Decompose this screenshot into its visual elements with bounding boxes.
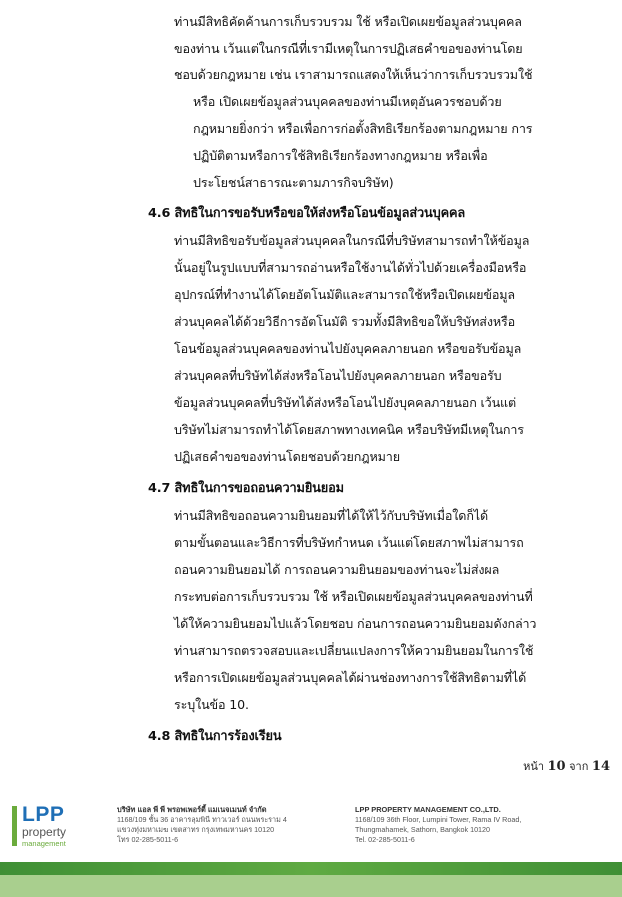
- address-line: 1168/109 ชั้น 36 อาคารลุมพินี ทาวเวอร์ ถนนพระราม 4: [117, 815, 287, 824]
- section-heading-4-7: 4.7 สิทธิในการขอถอนความยินยอม: [148, 481, 344, 496]
- company-name-english: LPP PROPERTY MANAGEMENT CO.,LTD.: [355, 805, 501, 814]
- logo-main-text: LPP: [22, 803, 65, 826]
- text-line: ประโยชน์สาธารณะตามภารกิจบริษัท): [193, 175, 394, 190]
- logo-sub-text: property: [22, 825, 67, 839]
- text-line: บริษัทไม่สามารถทำได้โดยสภาพทางเทคนิค หรือบริษัทมีเหตุในการ: [174, 422, 524, 437]
- text-line: ถอนความยินยอมได้ การถอนความยินยอมของท่านจะไม่ส่งผล: [174, 562, 500, 577]
- page-footer: [0, 800, 622, 897]
- text-line: กระทบต่อการเก็บรวบรวม ใช้ หรือเปิดเผยข้อมูลส่วนบุคคลของท่านที่: [174, 589, 533, 604]
- text-line: ของท่าน เว้นแต่ในกรณีที่เรามีเหตุในการปฏิเสธคำขอของท่านโดย: [174, 41, 523, 56]
- logo-bar: [12, 806, 17, 846]
- text-line: โอนข้อมูลส่วนบุคคลของท่านไปยังบุคคลภายนอก หรือขอรับข้อมูล: [174, 341, 522, 356]
- address-line: Thungmahamek, Sathorn, Bangkok 10120: [355, 825, 491, 834]
- company-logo: [12, 804, 82, 852]
- text-line: ตามขั้นตอนและวิธีการที่บริษัทกำหนด เว้นแต่โดยสภาพไม่สามารถ: [174, 535, 524, 550]
- page-of: จาก: [569, 760, 589, 773]
- text-line: ปฏิบัติตามหรือการใช้สิทธิเรียกร้องทางกฎหมาย หรือเพื่อ: [193, 148, 488, 163]
- page-total: 14: [591, 759, 610, 774]
- text-line: ระบุในข้อ 10.: [174, 697, 249, 712]
- footer-band-dark: [0, 862, 622, 875]
- text-line: ส่วนบุคคลที่บริษัทได้ส่งหรือโอนไปยังบุคคลภายนอก หรือขอรับ: [174, 368, 502, 383]
- text-line: ส่วนบุคคลได้ด้วยวิธีการอัตโนมัติ รวมทั้งมีสิทธิขอให้บริษัทส่งหรือ: [174, 314, 516, 329]
- text-line: หรือการเปิดเผยข้อมูลส่วนบุคคลได้ผ่านช่องทางการใช้สิทธิตามที่ได้: [174, 670, 527, 685]
- address-thai: [117, 805, 287, 845]
- phone-line: Tel. 02-285-5011-6: [355, 835, 415, 844]
- section-heading-4-6: 4.6 สิทธิในการขอรับหรือขอให้ส่งหรือโอนข้อมูลส่วนบุคคล: [148, 206, 466, 221]
- address-english: [355, 805, 521, 845]
- text-line: อุปกรณ์ที่ทำงานได้โดยอัตโนมัติและสามารถใช้หรือเปิดเผยข้อมูล: [174, 287, 515, 302]
- page-number: [523, 757, 610, 775]
- text-line: หรือ เปิดเผยข้อมูลส่วนบุคคลของท่านมีเหตุอันควรชอบด้วย: [193, 94, 502, 109]
- address-line: 1168/109 36th Floor, Lumpini Tower, Rama IV Road,: [355, 815, 522, 824]
- text-line: ปฏิเสธคำขอของท่านโดยชอบด้วยกฎหมาย: [174, 449, 400, 464]
- text-line: ท่านมีสิทธิคัดค้านการเก็บรวบรวม ใช้ หรือเปิดเผยข้อมูลส่วนบุคคล: [174, 14, 522, 29]
- text-line: ได้ให้ความยินยอมไปแล้วโดยชอบ ก่อนการถอนความยินยอมดังกล่าว: [174, 616, 537, 631]
- phone-line: โทร 02-285-5011-6: [117, 835, 179, 844]
- page-label: หน้า: [523, 760, 545, 773]
- text-line: ท่านมีสิทธิขอรับข้อมูลส่วนบุคคลในกรณีที่บริษัทสามารถทำให้ข้อมูล: [174, 233, 530, 248]
- text-line: ท่านสามารถตรวจสอบและเปลี่ยนแปลงการให้ความยินยอมในการใช้: [174, 643, 534, 658]
- section-heading-4-8: 4.8 สิทธิในการร้องเรียน: [148, 729, 282, 744]
- address-line: แขวงทุ่งมหาเมฆ เขตสาทร กรุงเทพมหานคร 10120: [117, 825, 275, 834]
- text-line: ข้อมูลส่วนบุคคลที่บริษัทได้ส่งหรือโอนไปยังบุคคลภายนอก เว้นแต่: [174, 395, 517, 410]
- page-current: 10: [547, 759, 566, 774]
- text-line: ท่านมีสิทธิขอถอนความยินยอมที่ได้ให้ไว้กับบริษัทเมื่อใดก็ได้: [174, 508, 489, 523]
- text-line: นั้นอยู่ในรูปแบบที่สามารถอ่านหรือใช้งานได้ทั่วไปด้วยเครื่องมือหรือ: [174, 260, 527, 275]
- text-line: กฎหมายยิ่งกว่า หรือเพื่อการก่อตั้งสิทธิเรียกร้องตามกฎหมาย การ: [193, 121, 533, 136]
- text-line: ชอบด้วยกฎหมาย เช่น เราสามารถแสดงให้เห็นว่าการเก็บรวบรวมใช้: [174, 67, 533, 82]
- footer-band-light: [0, 875, 622, 897]
- company-name-thai: บริษัท แอล พี พี พรอพเพอร์ตี้ แมเนจเมนท์ จำกัด: [117, 805, 267, 814]
- logo-tagline: management: [22, 839, 66, 848]
